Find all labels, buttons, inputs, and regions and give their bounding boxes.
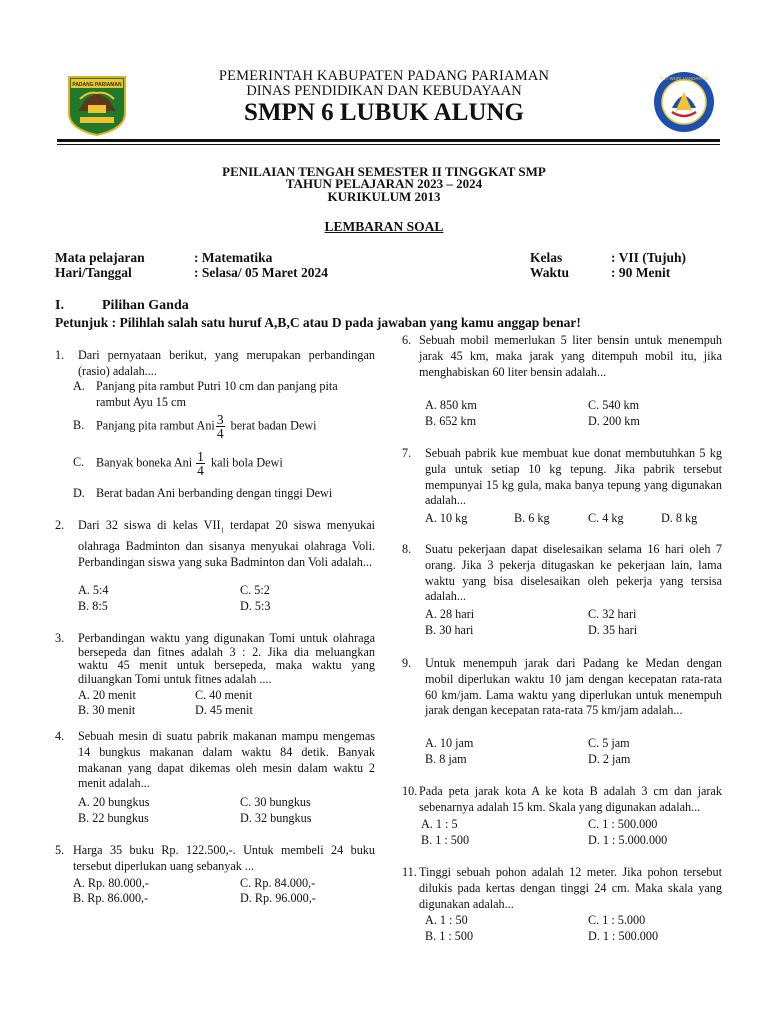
option-label: D. <box>73 486 85 500</box>
section-title: Pilihan Ganda <box>102 298 189 313</box>
exam-curriculum: KURIKULUM 2013 <box>327 189 441 204</box>
question-11 <box>402 865 722 912</box>
question-6 <box>402 333 722 380</box>
subject-label: Mata pelajaran <box>55 250 145 265</box>
question-number: 5. <box>55 843 65 857</box>
q8-option-c[interactable]: C. 32 hari <box>588 607 637 621</box>
fraction-numerator: 3 <box>216 412 224 427</box>
q3-option-a[interactable]: A. 20 menit <box>78 688 136 702</box>
q10-option-a[interactable]: A. 1 : 5 <box>421 817 458 831</box>
q1-option-b[interactable] <box>73 413 317 440</box>
q4-option-d[interactable]: D. 32 bungkus <box>240 811 312 825</box>
subject-value: : Matematika <box>194 250 273 265</box>
option-text: Berat badan Ani berbanding dengan tinggi Dewi <box>96 486 333 500</box>
q6-option-a[interactable]: A. 850 km <box>425 398 477 412</box>
fraction-denominator: 4 <box>197 463 204 478</box>
fraction-denominator: 4 <box>216 426 224 441</box>
q2-option-d[interactable]: D. 5:3 <box>240 599 271 613</box>
q5-option-c[interactable]: C. Rp. 84.000,- <box>240 876 316 890</box>
q9-option-b[interactable]: B. 8 jam <box>425 752 467 766</box>
q6-option-c[interactable]: C. 540 km <box>588 398 640 412</box>
q3-option-c[interactable]: C. 40 menit <box>195 688 253 702</box>
option-text: Panjang pita rambut Putri 10 cm dan panjang pita rambut Ayu 15 cm <box>96 379 338 409</box>
exam-year: TAHUN PELAJARAN 2023 – 2024 <box>285 176 483 191</box>
option-text: berat badan Dewi <box>230 418 317 433</box>
q7-option-c[interactable]: C. 4 kg <box>588 511 624 525</box>
logo-left-text: PADANG PARIAMAN <box>72 82 122 88</box>
section-roman: I. <box>55 298 64 313</box>
q7-option-b[interactable]: B. 6 kg <box>514 511 550 525</box>
question-number: 7. <box>402 446 412 460</box>
fraction <box>196 450 205 477</box>
q2-option-c[interactable]: C. 5:2 <box>240 583 270 597</box>
question-8 <box>402 542 722 605</box>
date-value: : Selasa/ 05 Maret 2024 <box>194 265 328 280</box>
option-label: A. <box>73 379 85 393</box>
question-text: Suatu pekerjaan dapat diselesaikan selama 16 hari oleh 7 orang. Jika 3 pekerja ditugaskan ke pekerjaan lain, lama waktu yang bisa diselesaikan oleh pekerja yang tersisa adalah... <box>425 542 722 604</box>
q1-option-c[interactable] <box>73 450 283 477</box>
option-label: B. <box>73 418 85 433</box>
q6-option-b[interactable]: B. 652 km <box>425 414 477 428</box>
option-label: C. <box>73 455 85 470</box>
question-text <box>78 518 375 571</box>
q4-option-b[interactable]: B. 22 bungkus <box>78 811 149 825</box>
q1-option-a[interactable] <box>73 379 363 411</box>
question-10 <box>402 784 722 816</box>
question-number: 10. <box>402 784 418 798</box>
time-value: : 90 Menit <box>611 265 671 280</box>
question-text: Perbandingan waktu yang digunakan Tomi untuk olahraga bersepeda dan fitnes adalah 3 : 2. Jika dia meluangkan waktu 45 menit untuk bersepeda, maka waktu yang diluangkan Tomi untuk fitnes adalah .... <box>78 631 375 686</box>
school-name: SMPN 6 LUBUK ALUNG <box>244 99 524 126</box>
q11-option-a[interactable]: A. 1 : 50 <box>425 913 468 927</box>
sheet-title: LEMBARAN SOAL <box>324 219 444 234</box>
q10-option-d[interactable]: D. 1 : 5.000.000 <box>588 833 668 847</box>
instruction: Petunjuk : Pilihlah salah satu huruf A,B,C atau D pada jawaban yang kamu anggap benar! <box>55 315 581 330</box>
q2-option-a[interactable]: A. 5:4 <box>78 583 109 597</box>
q8-option-a[interactable]: A. 28 hari <box>425 607 475 621</box>
q3-option-d[interactable]: D. 45 menit <box>195 703 253 717</box>
header-department: DINAS PENDIDIKAN DAN KEBUDAYAAN <box>246 83 522 99</box>
q11-option-c[interactable]: C. 1 : 5.000 <box>588 913 646 927</box>
question-number: 2. <box>55 518 65 532</box>
question-9 <box>402 656 722 719</box>
question-number: 6. <box>402 333 412 347</box>
q7-option-a[interactable]: A. 10 kg <box>425 511 468 525</box>
section-heading <box>55 298 189 314</box>
header-government: PEMERINTAH KABUPATEN PADANG PARIAMAN <box>218 68 550 84</box>
q4-option-a[interactable]: A. 20 bungkus <box>78 795 150 809</box>
class-value: : VII (Tujuh) <box>611 250 687 265</box>
option-text: kali bola Dewi <box>210 455 283 470</box>
q2-option-b[interactable]: B. 8:5 <box>78 599 108 613</box>
date-label: Hari/Tanggal <box>55 265 132 280</box>
question-number: 8. <box>402 542 412 556</box>
question-text: Dari pernyataan berikut, yang merupakan perbandingan (rasio) adalah.... <box>78 348 375 378</box>
question-text: Sebuah pabrik kue membuat kue donat membutuhkan 5 kg gula untuk setiap 10 kg tepung. Jika pabrik tersebut mempunyai 15 kg gula, maka banya tepung yang digunakan adalah... <box>425 446 722 508</box>
option-text: Panjang pita rambut Ani <box>96 418 215 433</box>
q8-option-d[interactable]: D. 35 hari <box>588 623 638 637</box>
q10-option-c[interactable]: C. 1 : 500.000 <box>588 817 658 831</box>
fraction <box>216 413 225 440</box>
q11-option-d[interactable]: D. 1 : 500.000 <box>588 929 659 943</box>
q8-option-b[interactable]: B. 30 hari <box>425 623 474 637</box>
question-text: Sebuah mobil memerlukan 5 liter bensin untuk menempuh jarak 45 km, maka jarak yang ditempuh mobil itu, jika menghabiskan 60 liter bensin adalah... <box>419 333 722 379</box>
q5-option-d[interactable]: D. Rp. 96.000,- <box>240 891 316 905</box>
time-label: Waktu <box>530 265 570 280</box>
class-label: Kelas <box>530 250 563 265</box>
question-text: Pada peta jarak kota A ke kota B adalah 3 cm dan jarak sebenarnya adalah 15 km. Skala yang digunakan adalah... <box>419 784 722 814</box>
subscript: 1 <box>220 526 225 535</box>
q10-option-b[interactable]: B. 1 : 500 <box>421 833 470 847</box>
question-2 <box>55 518 375 571</box>
q3-option-b[interactable]: B. 30 menit <box>78 703 136 717</box>
q9-option-d[interactable]: D. 2 jam <box>588 752 631 766</box>
text-part: terdapat 20 siswa menyukai olahraga Badminton dan sisanya menyukai olahraga Voli. Perbandingan siswa yang suka Badminton dan Voli adalah... <box>78 518 375 570</box>
fraction-numerator: 1 <box>197 449 204 464</box>
exam-title: PENILAIAN TENGAH SEMESTER II TINGGKAT SMP <box>222 164 546 179</box>
option-text: Banyak boneka Ani <box>96 455 193 470</box>
q9-option-c[interactable]: C. 5 jam <box>588 736 630 750</box>
question-5 <box>55 843 375 875</box>
question-4 <box>55 729 375 792</box>
question-7 <box>402 446 722 509</box>
question-3 <box>55 632 375 686</box>
question-number: 4. <box>55 729 65 743</box>
q5-option-a[interactable]: A. Rp. 80.000,- <box>73 876 149 890</box>
q6-option-d[interactable]: D. 200 km <box>588 414 640 428</box>
header-rule-thin <box>57 144 720 145</box>
q1-option-d[interactable] <box>73 486 332 501</box>
question-number: 3. <box>55 631 65 645</box>
q11-option-b[interactable]: B. 1 : 500 <box>425 929 474 943</box>
q9-option-a[interactable]: A. 10 jam <box>425 736 474 750</box>
text-part: Dari 32 siswa di kelas VII <box>78 518 221 532</box>
question-text: Untuk menempuh jarak dari Padang ke Medan dengan mobil diperlukan waktu 10 jam dengan kecepatan rata-rata 60 km/jam. Lama waktu yang diperlukan untuk menempuh jarak dengan kecepatan rata-rata 75 km/jam adalah... <box>425 656 722 718</box>
q5-option-b[interactable]: B. Rp. 86.000,- <box>73 891 149 905</box>
question-1 <box>55 348 375 380</box>
question-text: Sebuah mesin di suatu pabrik makanan mampu mengemas 14 bungkus makanan dalam waktu 84 detik. Banyak makanan yang dapat dikemas oleh mesin dalam waktu 2 menit adalah... <box>78 729 375 791</box>
header-rule-thick <box>57 139 720 142</box>
question-number: 11. <box>402 865 417 879</box>
q4-option-c[interactable]: C. 30 bungkus <box>240 795 311 809</box>
question-text: Harga 35 buku Rp. 122.500,-. Untuk membeli 24 buku tersebut diperlukan uang sebanyak ... <box>73 843 375 873</box>
question-number: 9. <box>402 656 412 670</box>
q7-option-d[interactable]: D. 8 kg <box>661 511 698 525</box>
question-number: 1. <box>55 348 65 362</box>
logo-right-text: TUT WURI HANDAYANI <box>659 76 709 81</box>
question-text: Tinggi sebuah pohon adalah 12 meter. Jika pohon tersebut dilukis pada kertas dengan tinggi 24 cm. Maka skala yang digunakan adalah... <box>419 865 722 911</box>
